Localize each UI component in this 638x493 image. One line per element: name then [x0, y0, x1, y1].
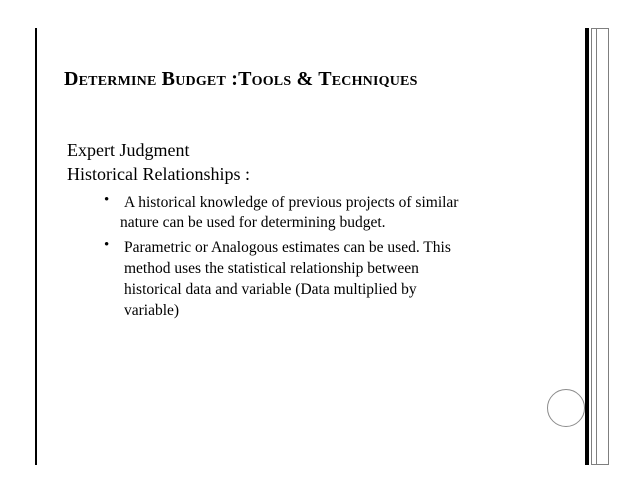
- decorative-circle-icon: [547, 389, 585, 427]
- slide-title: Determine Budget :Tools & Techniques: [64, 68, 418, 90]
- bullet-text-line: historical data and variable (Data multiplied by: [124, 281, 417, 298]
- left-border-line: [35, 28, 37, 465]
- bullet-dot-icon: •: [104, 237, 110, 253]
- bullet-text-line: Parametric or Analogous estimates can be used. This: [124, 239, 451, 256]
- bullet-text-line: A historical knowledge of previous projects of similar: [124, 194, 459, 211]
- right-border-frame: [591, 28, 609, 465]
- right-border-inner-line: [596, 28, 597, 465]
- right-border-thick-line: [585, 28, 589, 465]
- list-item-expert-judgment: Expert Judgment: [67, 140, 190, 160]
- bullet-dot-icon: •: [104, 192, 110, 208]
- bullet-text-line: nature can be used for determining budget.: [120, 214, 386, 231]
- bullet-text-line: variable): [124, 302, 180, 319]
- list-item-historical-relationships: Historical Relationships :: [67, 164, 250, 184]
- bullet-text-line: method uses the statistical relationship between: [124, 260, 419, 277]
